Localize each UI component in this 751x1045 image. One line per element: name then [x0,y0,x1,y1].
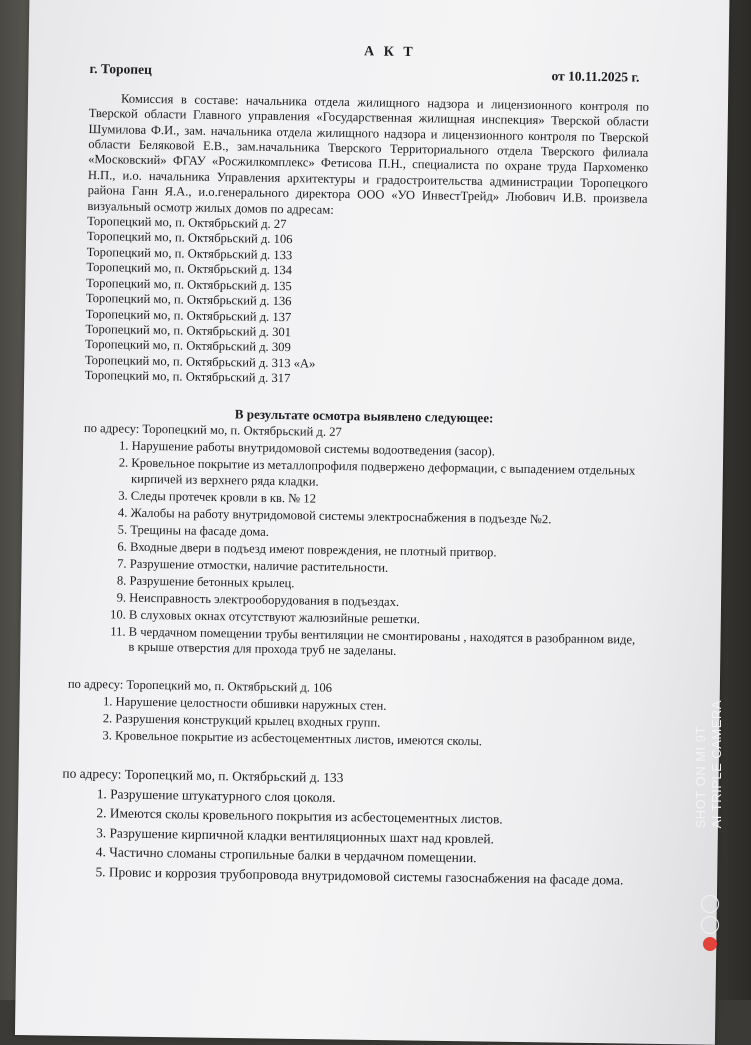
defect-item: 1. Нарушение работы внутридомовой системы водоотведения (засор). [131,439,643,462]
address-item: Торопецкий мо, п. Октябрьский д. 133 [86,244,293,263]
inspection-section-27 [80,421,644,663]
camera-watermark [693,700,733,960]
defect-item: 1. Разрушение штукатурного слоя цоколя. [110,785,638,810]
defect-list [67,694,640,752]
defect-item: 9. Неисправность электрооборудования в подъездах. [129,590,641,613]
section-address-title: по адресу: Торопецкий мо, п. Октябрьский д. 133 [62,766,344,786]
watermark-line-1: SHOT ON MI 9T [693,726,708,829]
defect-item: 5. Провис и коррозия трубопровода внутридомовой системы газоснабжения на фасаде дома. [109,863,637,888]
address-item: Торопецкий мо, п. Октябрьский д. 136 [85,291,292,309]
section-address-title: по адресу: Торопецкий мо, п. Октябрьский д. 106 [67,676,333,695]
defect-item: 3. Разрушение кирпичной кладки вентиляционных шахт над кровлей. [109,824,637,849]
defect-item: 1. Нарушение целостности обшивки наружных стен. [115,694,639,718]
document-place: г. Торопец [89,61,152,78]
defect-list [80,438,643,663]
address-item: Торопецкий мо, п. Октябрьский д. 313 «А» [84,352,316,371]
camera-dots-icon [701,892,723,954]
defect-list [61,785,638,889]
defect-item: 11. В чердачном помещении трубы вентиляции не смонтированы , находятся в разобранном виде, в крыше отверстия для прохода труб не заделаны. [128,624,640,663]
defect-item: 5. Трещины на фасаде дома. [130,522,642,545]
address-list [85,214,648,392]
address-item: Торопецкий мо, п. Октябрьский д. 309 [85,337,291,355]
inspection-section-106 [67,676,640,752]
inspection-section-133 [61,765,639,889]
watermark-line-2: AI TRIPLE CAMERA [709,700,724,829]
commission-paragraph: Комиссия в составе: начальника отдела жилищного надзора и лицензионного контроля по Тверской области Главного управления «Государственная жилищная инспекция» Тверской области Шумилова Ф.И., зам. начальника отдела жилищного надзора и лицензионного контроля по Тверской области Беляковой Е.В., зам.начальника Тверского Территориального отдела Тверского филиала «Московский» ФГАУ «Росжилкомплекс» Фетисова П.Н., специалиста по охране труда Пархоменко Н.П., и.о. начальника Управления архитектуры и градостроительства администрации Торопецкого района Ганн Я.А., и.о.генерального директора ООО «УО ИнвестТрейд» Любович И.В. произвела визуальный осмотр жилых домов по адресам: [87,91,650,217]
address-item: Торопецкий мо, п. Октябрьский д. 317 [84,368,291,386]
defect-item: 4. Частично сломаны стропильные балки в чердачном помещении. [109,844,637,869]
address-item: Торопецкий мо, п. Октябрьский д. 27 [87,214,287,232]
address-item: Торопецкий мо, п. Октябрьский д. 134 [86,260,293,278]
address-item: Торопецкий мо, п. Октябрьский д. 137 [85,306,292,324]
document-content [62,40,650,891]
section-address-title: по адресу: Торопецкий мо, п. Октябрьский д. 27 [83,420,342,439]
defect-item: 2. Кровельное покрытие из металлопрофиля подвержено деформации, с выпадением отдельных кирпичей из верхнего ряда кладки. [131,456,643,495]
address-item: Торопецкий мо, п. Октябрьский д. 106 [86,229,293,247]
defect-item: 4. Жалобы на работу внутридомовой системы электроснабжения в подъезде №2. [130,505,642,528]
results-heading: В результате осмотра выявлено следующее: [234,405,494,425]
defect-item: 2. Имеются сколы кровельного покрытия из асбестоцементных листов. [110,805,638,830]
document-title: А К Т [363,44,416,61]
address-item: Торопецкий мо, п. Октябрьский д. 301 [85,321,292,340]
defect-item: 2. Разрушения конструкций крылец входных групп. [115,711,639,735]
defect-item: 7. Разрушение отмостки, наличие растительности. [130,556,642,579]
defect-item: 6. Входные двери в подъезд имеют повреждения, не плотный притвор. [130,539,642,562]
place-date-row [89,61,649,85]
defect-item: 8. Разрушение бетонных крылец. [129,573,641,596]
defect-item: 3. Кровельное покрытие из асбестоцементных листов, имеются сколы. [115,728,639,752]
document-date: от 10.11.2025 г. [551,68,640,86]
defect-item: 3. Следы протечек кровли в кв. № 12 [131,488,643,511]
address-item: Торопецкий мо, п. Октябрьский д. 135 [86,275,292,293]
defect-item: 10. В слуховых окнах отсутствуют жалюзийные решетки. [129,607,641,630]
